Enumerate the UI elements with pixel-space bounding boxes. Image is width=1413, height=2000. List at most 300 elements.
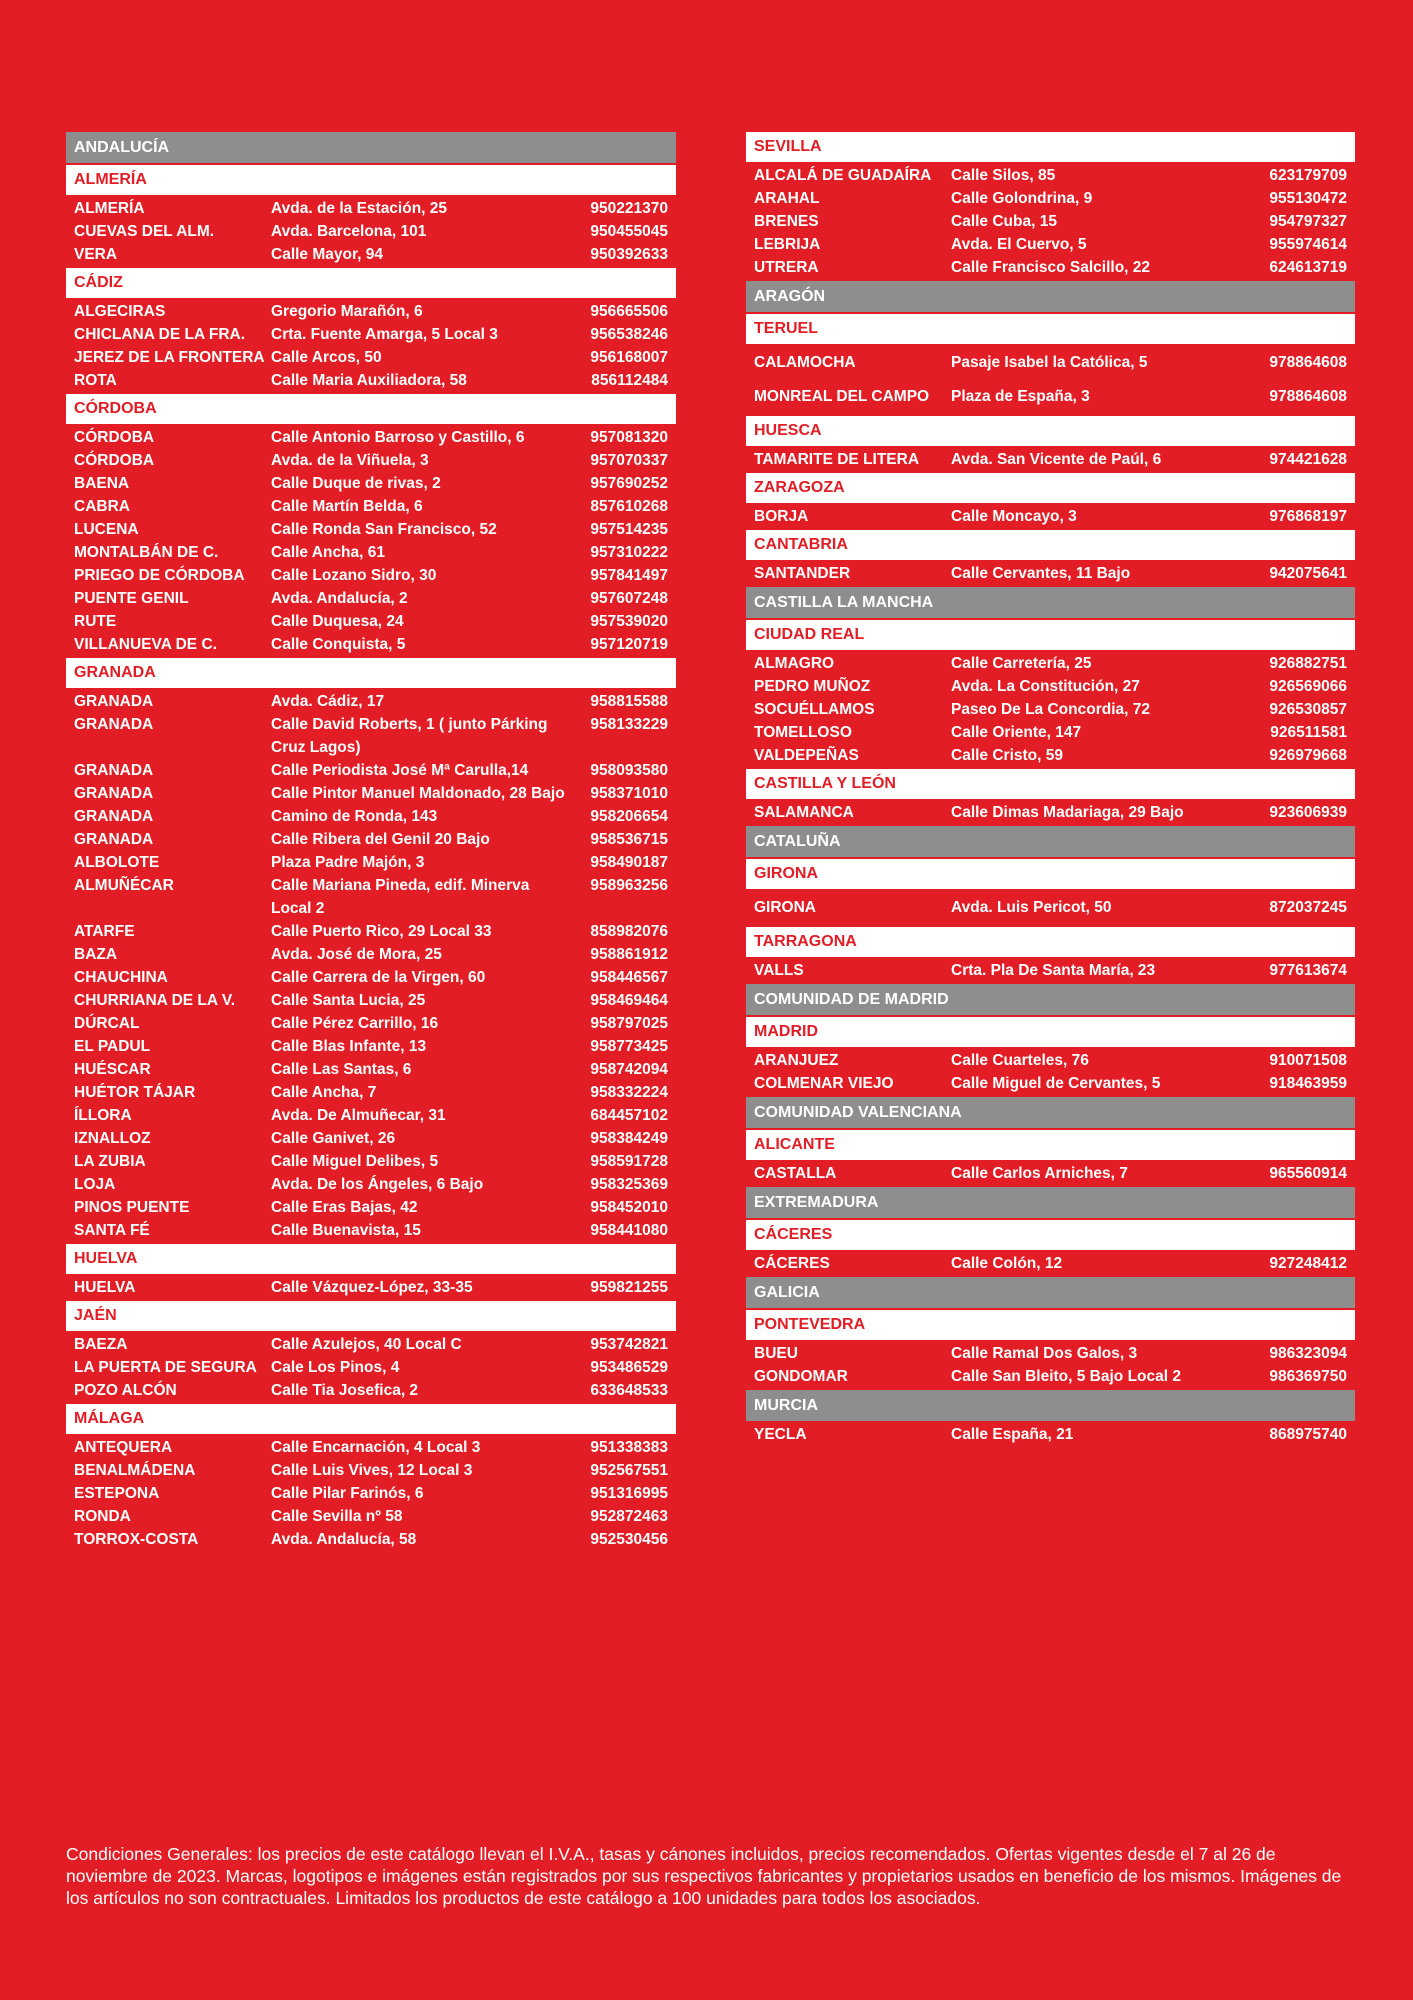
store-row — [66, 943, 676, 966]
store-phone: 951316995 — [590, 1485, 668, 1502]
store-phone: 958469464 — [590, 992, 668, 1009]
store-town: SANTA FÉ — [74, 1222, 150, 1239]
store-town: BORJA — [754, 508, 809, 525]
store-town: ATARFE — [74, 923, 135, 940]
store-town: CUEVAS DEL ALM. — [74, 223, 215, 240]
region-header-murcia: MURCIA — [746, 1390, 1355, 1421]
store-row — [66, 323, 676, 346]
store-row — [66, 1173, 676, 1196]
store-address: Calle Periodista José Mª Carulla,14 — [271, 762, 529, 779]
store-address: Avda. Barcelona, 101 — [271, 223, 427, 240]
store-row — [66, 1379, 676, 1402]
province-header-ciudad-real: CIUDAD REAL — [746, 620, 1355, 650]
store-row — [66, 966, 676, 989]
store-phone: 950455045 — [590, 223, 668, 240]
store-row — [66, 495, 676, 518]
store-phone: 952530456 — [590, 1531, 668, 1548]
store-address: Calle España, 21 — [951, 1426, 1074, 1443]
store-town: SALAMANCA — [754, 804, 854, 821]
store-row — [66, 1459, 676, 1482]
store-phone: 942075641 — [1269, 565, 1347, 582]
store-town: CHAUCHINA — [74, 969, 168, 986]
store-town: ALMUÑÉCAR — [74, 877, 174, 894]
store-phone: 957607248 — [590, 590, 668, 607]
store-row — [746, 256, 1355, 279]
store-town: ALGECIRAS — [74, 303, 166, 320]
province-header-jaen: JAÉN — [66, 1301, 676, 1331]
province-header-granada: GRANADA — [66, 658, 676, 688]
store-phone: 910071508 — [1269, 1052, 1347, 1069]
store-address: Avda. San Vicente de Paúl, 6 — [951, 451, 1162, 468]
store-town: JEREZ DE LA FRONTERA — [74, 349, 265, 366]
store-address: Calle Luis Vives, 12 Local 3 — [271, 1462, 473, 1479]
store-phone: 958490187 — [590, 854, 668, 871]
store-phone: 986369750 — [1269, 1368, 1347, 1385]
region-header-galicia: GALICIA — [746, 1277, 1355, 1308]
general-conditions-footer: Condiciones Generales: los precios de este catálogo llevan el I.V.A., tasas y cánones incluidos, precios recomendados. Ofertas vigentes desde el 7 al 26 de noviembre de 2023. Marcas, logotipos e imágenes están registrados por sus respectivos fabricantes y propietarios usados en beneficio de los mismos. Imágenes de los artículos no son contractuales. Limitados los productos de este catálogo a 100 unidades para todos los asociados. — [66, 1844, 1342, 1908]
store-town: GRANADA — [74, 762, 154, 779]
store-row — [746, 959, 1355, 982]
store-town: ALMERÍA — [74, 200, 145, 217]
region-header-extremadura: EXTREMADURA — [746, 1187, 1355, 1218]
store-address: Calle Carlos Arniches, 7 — [951, 1165, 1128, 1182]
store-town: PUENTE GENIL — [74, 590, 189, 607]
store-address: Calle Oriente, 147 — [951, 724, 1082, 741]
store-town: CABRA — [74, 498, 130, 515]
store-address: Calle Puerto Rico, 29 Local 33 — [271, 923, 492, 940]
store-address: Calle Francisco Salcillo, 22 — [951, 259, 1151, 276]
store-phone: 918463959 — [1269, 1075, 1347, 1092]
store-town: CHICLANA DE LA FRA. — [74, 326, 246, 343]
store-address: Calle Pérez Carrillo, 16 — [271, 1015, 439, 1032]
store-row — [746, 562, 1355, 585]
store-address: Pasaje Isabel la Católica, 5 — [951, 354, 1148, 371]
store-address: Calle San Bleito, 5 Bajo Local 2 — [951, 1368, 1181, 1385]
store-address: Calle Eras Bajas, 42 — [271, 1199, 418, 1216]
store-address: Avda. Cádiz, 17 — [271, 693, 385, 710]
store-town: VALLS — [754, 962, 804, 979]
store-row — [66, 1104, 676, 1127]
region-header-castilla-la-mancha: CASTILLA LA MANCHA — [746, 587, 1355, 618]
store-row — [746, 1162, 1355, 1185]
store-town: EL PADUL — [74, 1038, 151, 1055]
store-phone: 868975740 — [1269, 1426, 1347, 1443]
store-phone: 958332224 — [590, 1084, 668, 1101]
store-row — [66, 828, 676, 851]
store-row — [746, 233, 1355, 256]
store-town: LA ZUBIA — [74, 1153, 146, 1170]
store-address: Calle Moncayo, 3 — [951, 508, 1077, 525]
store-row — [746, 346, 1355, 380]
store-address: Calle Azulejos, 40 Local C — [271, 1336, 462, 1353]
store-row — [66, 472, 676, 495]
store-phone: 952567551 — [590, 1462, 668, 1479]
store-phone: 953486529 — [590, 1359, 668, 1376]
province-header-zaragoza: ZARAGOZA — [746, 473, 1355, 503]
store-row — [66, 610, 676, 633]
store-phone: 957514235 — [590, 521, 668, 538]
store-row — [66, 564, 676, 587]
store-row — [66, 1436, 676, 1459]
store-address: Calle Pilar Farinós, 6 — [271, 1485, 424, 1502]
store-row — [746, 744, 1355, 767]
store-address: Calle Ramal Dos Galos, 3 — [951, 1345, 1138, 1362]
store-town: ESTEPONA — [74, 1485, 160, 1502]
store-address: Calle Cuba, 15 — [951, 213, 1057, 230]
store-town: RONDA — [74, 1508, 131, 1525]
store-town: LOJA — [74, 1176, 116, 1193]
store-address: Calle Maria Auxiliadora, 58 — [271, 372, 467, 389]
store-row — [746, 1049, 1355, 1072]
store-phone: 872037245 — [1269, 899, 1347, 916]
store-address: Calle Conquista, 5 — [271, 636, 406, 653]
store-row — [746, 698, 1355, 721]
store-phone: 952872463 — [590, 1508, 668, 1525]
store-address: Calle Tia Josefica, 2 — [271, 1382, 419, 1399]
store-row — [66, 1333, 676, 1356]
store-town: CHURRIANA DE LA V. — [74, 992, 236, 1009]
store-row — [66, 713, 676, 759]
store-address: Cale Los Pinos, 4 — [271, 1359, 400, 1376]
store-phone: 955974614 — [1269, 236, 1347, 253]
store-phone: 956538246 — [590, 326, 668, 343]
store-phone: 958325369 — [590, 1176, 668, 1193]
store-address: Calle Mariana Pineda, edif. Minerva Local 2 — [271, 877, 530, 917]
store-row — [746, 801, 1355, 824]
store-address: Calle Santa Lucia, 25 — [271, 992, 426, 1009]
store-town: GONDOMAR — [754, 1368, 848, 1385]
store-town: GRANADA — [74, 785, 154, 802]
store-row — [746, 721, 1355, 744]
store-row — [746, 380, 1355, 414]
store-phone: 958536715 — [590, 831, 668, 848]
store-address: Calle Vázquez-López, 33-35 — [271, 1279, 473, 1296]
store-phone: 953742821 — [590, 1336, 668, 1353]
store-address: Plaza Padre Majón, 3 — [271, 854, 425, 871]
store-phone: 950392633 — [590, 246, 668, 263]
store-address: Calle Duquesa, 24 — [271, 613, 404, 630]
store-row — [66, 759, 676, 782]
store-town: TORROX-COSTA — [74, 1531, 199, 1548]
store-phone: 923606939 — [1269, 804, 1347, 821]
store-row — [66, 782, 676, 805]
store-row — [66, 1035, 676, 1058]
store-address: Avda. De los Ángeles, 6 Bajo — [271, 1176, 484, 1193]
store-address: Calle Ronda San Francisco, 52 — [271, 521, 497, 538]
region-header-aragon: ARAGÓN — [746, 281, 1355, 312]
store-row — [66, 1356, 676, 1379]
store-town: ARANJUEZ — [754, 1052, 839, 1069]
store-row — [66, 989, 676, 1012]
store-address: Paseo De La Concordia, 72 — [951, 701, 1150, 718]
store-phone: 958452010 — [590, 1199, 668, 1216]
store-town: SANTANDER — [754, 565, 851, 582]
store-town: HUÉSCAR — [74, 1061, 151, 1078]
province-header-sevilla: SEVILLA — [746, 132, 1355, 162]
store-row — [746, 1365, 1355, 1388]
store-address: Calle Cristo, 59 — [951, 747, 1063, 764]
store-address: Crta. Fuente Amarga, 5 Local 3 — [271, 326, 498, 343]
store-address: Avda. José de Mora, 25 — [271, 946, 442, 963]
store-town: BRENES — [754, 213, 819, 230]
store-row — [746, 652, 1355, 675]
province-header-girona: GIRONA — [746, 859, 1355, 889]
store-town: VILLANUEVA DE C. — [74, 636, 217, 653]
store-phone: 926530857 — [1269, 701, 1347, 718]
store-row — [746, 210, 1355, 233]
store-row — [66, 1058, 676, 1081]
store-phone: 624613719 — [1269, 259, 1347, 276]
store-row — [66, 851, 676, 874]
store-phone: 950221370 — [590, 200, 668, 217]
store-phone: 959821255 — [590, 1279, 668, 1296]
store-town: GRANADA — [74, 716, 154, 733]
store-phone: 958742094 — [590, 1061, 668, 1078]
store-row — [66, 243, 676, 266]
store-row — [746, 1342, 1355, 1365]
store-row — [66, 1012, 676, 1035]
store-row — [66, 197, 676, 220]
store-town: TAMARITE DE LITERA — [754, 451, 920, 468]
store-phone: 958963256 — [590, 877, 668, 894]
store-address: Calle Ribera del Genil 20 Bajo — [271, 831, 490, 848]
province-header-cantabria: CANTABRIA — [746, 530, 1355, 560]
store-town: ARAHAL — [754, 190, 820, 207]
store-address: Plaza de España, 3 — [951, 388, 1090, 405]
store-row — [66, 805, 676, 828]
store-phone: 958815588 — [590, 693, 668, 710]
store-row — [66, 1219, 676, 1242]
store-row — [746, 1072, 1355, 1095]
store-address: Calle Ganivet, 26 — [271, 1130, 396, 1147]
store-town: ROTA — [74, 372, 117, 389]
store-row — [66, 346, 676, 369]
store-town: LEBRIJA — [754, 236, 821, 253]
store-phone: 958133229 — [590, 716, 668, 733]
store-address: Calle Miguel de Cervantes, 5 — [951, 1075, 1161, 1092]
store-town: CÓRDOBA — [74, 429, 155, 446]
province-header-almeria: ALMERÍA — [66, 165, 676, 195]
store-phone: 958591728 — [590, 1153, 668, 1170]
store-phone: 954797327 — [1269, 213, 1347, 230]
store-phone: 926882751 — [1269, 655, 1347, 672]
province-header-tarragona: TARRAGONA — [746, 927, 1355, 957]
store-phone: 857610268 — [590, 498, 668, 515]
store-row — [66, 1127, 676, 1150]
store-row — [746, 187, 1355, 210]
store-phone: 955130472 — [1269, 190, 1347, 207]
store-town: BAZA — [74, 946, 118, 963]
store-address: Calle Antonio Barroso y Castillo, 6 — [271, 429, 525, 446]
store-phone: 956665506 — [590, 303, 668, 320]
store-address: Calle Sevilla nº 58 — [271, 1508, 403, 1525]
store-row — [66, 449, 676, 472]
store-phone: 958384249 — [590, 1130, 668, 1147]
store-phone: 957081320 — [590, 429, 668, 446]
store-row — [66, 1482, 676, 1505]
store-address: Calle Mayor, 94 — [271, 246, 384, 263]
store-row — [66, 1528, 676, 1551]
store-phone: 958861912 — [590, 946, 668, 963]
region-header-comunidad-valenciana: COMUNIDAD VALENCIANA — [746, 1097, 1355, 1128]
store-address: Calle Ancha, 61 — [271, 544, 386, 561]
store-town: GRANADA — [74, 693, 154, 710]
store-town: MONTALBÁN DE C. — [74, 544, 219, 561]
store-phone: 957539020 — [590, 613, 668, 630]
store-phone: 976868197 — [1269, 508, 1347, 525]
store-town: BAEZA — [74, 1336, 128, 1353]
store-row — [66, 300, 676, 323]
store-row — [746, 675, 1355, 698]
store-address: Avda. Andalucía, 2 — [271, 590, 408, 607]
store-town: IZNALLOZ — [74, 1130, 151, 1147]
store-phone: 957841497 — [590, 567, 668, 584]
store-town: LUCENA — [74, 521, 139, 538]
store-address: Calle Cervantes, 11 Bajo — [951, 565, 1131, 582]
store-row — [66, 1081, 676, 1104]
province-header-teruel: TERUEL — [746, 314, 1355, 344]
region-header-cataluna: CATALUÑA — [746, 826, 1355, 857]
store-town: COLMENAR VIEJO — [754, 1075, 894, 1092]
store-phone: 986323094 — [1269, 1345, 1347, 1362]
store-row — [66, 587, 676, 610]
store-row — [746, 1252, 1355, 1275]
store-address: Camino de Ronda, 143 — [271, 808, 438, 825]
store-town: BUEU — [754, 1345, 798, 1362]
store-town: VERA — [74, 246, 118, 263]
store-address: Calle Duque de rivas, 2 — [271, 475, 441, 492]
province-header-pontevedra: PONTEVEDRA — [746, 1310, 1355, 1340]
store-address: Calle Martín Belda, 6 — [271, 498, 423, 515]
province-header-huelva: HUELVA — [66, 1244, 676, 1274]
region-header-comunidad-de-madrid: COMUNIDAD DE MADRID — [746, 984, 1355, 1015]
store-phone: 958093580 — [590, 762, 668, 779]
store-phone: 977613674 — [1269, 962, 1347, 979]
store-row — [66, 220, 676, 243]
store-town: CASTALLA — [754, 1165, 837, 1182]
store-address: Calle Las Santas, 6 — [271, 1061, 412, 1078]
store-town: CALAMOCHA — [754, 354, 856, 371]
store-phone: 957120719 — [590, 636, 668, 653]
store-address: Avda. El Cuervo, 5 — [951, 236, 1087, 253]
store-address: Avda. De Almuñecar, 31 — [271, 1107, 446, 1124]
store-row — [66, 1196, 676, 1219]
province-header-alicante: ALICANTE — [746, 1130, 1355, 1160]
store-row — [66, 1276, 676, 1299]
store-phone: 957690252 — [590, 475, 668, 492]
store-address: Calle Cuarteles, 76 — [951, 1052, 1089, 1069]
store-row — [66, 1505, 676, 1528]
store-address: Calle Dimas Madariaga, 29 Bajo — [951, 804, 1184, 821]
store-phone: 958371010 — [590, 785, 668, 802]
store-address: Calle David Roberts, 1 ( junto Párking Cruz Lagos) — [271, 716, 548, 756]
store-town: PRIEGO DE CÓRDOBA — [74, 567, 245, 584]
store-town: CÁCERES — [754, 1255, 830, 1272]
store-address: Avda. La Constitución, 27 — [951, 678, 1140, 695]
store-list-left-column — [66, 130, 676, 1551]
store-address: Avda. de la Viñuela, 3 — [271, 452, 429, 469]
store-address: Gregorio Marañón, 6 — [271, 303, 423, 320]
store-phone: 926979668 — [1269, 747, 1347, 764]
store-phone: 958441080 — [590, 1222, 668, 1239]
store-town: SOCUÉLLAMOS — [754, 701, 875, 718]
store-town: PINOS PUENTE — [74, 1199, 190, 1216]
region-header-andalucia: ANDALUCÍA — [66, 132, 676, 163]
store-town: GIRONA — [754, 899, 816, 916]
store-town: GRANADA — [74, 831, 154, 848]
store-address: Calle Silos, 85 — [951, 167, 1056, 184]
store-row — [66, 920, 676, 943]
store-town: ALMAGRO — [754, 655, 835, 672]
store-phone: 957310222 — [590, 544, 668, 561]
store-town: CÓRDOBA — [74, 452, 155, 469]
store-address: Avda. Andalucía, 58 — [271, 1531, 417, 1548]
store-row — [66, 541, 676, 564]
store-address: Calle Blas Infante, 13 — [271, 1038, 427, 1055]
store-row — [66, 633, 676, 656]
store-town: MONREAL DEL CAMPO — [754, 388, 930, 405]
store-address: Calle Arcos, 50 — [271, 349, 382, 366]
store-address: Avda. Luis Pericot, 50 — [951, 899, 1112, 916]
store-address: Calle Golondrina, 9 — [951, 190, 1093, 207]
store-town: HUELVA — [74, 1279, 136, 1296]
store-row — [746, 891, 1355, 925]
store-address: Calle Encarnación, 4 Local 3 — [271, 1439, 481, 1456]
store-phone: 958773425 — [590, 1038, 668, 1055]
store-row — [66, 1150, 676, 1173]
store-phone: 958446567 — [590, 969, 668, 986]
store-row — [746, 164, 1355, 187]
store-town: POZO ALCÓN — [74, 1382, 177, 1399]
store-phone: 958797025 — [590, 1015, 668, 1032]
province-header-cordoba: CÓRDOBA — [66, 394, 676, 424]
store-phone: 957070337 — [590, 452, 668, 469]
store-town: BAENA — [74, 475, 130, 492]
store-town: ALCALÁ DE GUADAÍRA — [754, 167, 932, 184]
store-row — [746, 1423, 1355, 1446]
store-phone: 927248412 — [1269, 1255, 1347, 1272]
store-row — [66, 426, 676, 449]
store-address: Crta. Pla De Santa María, 23 — [951, 962, 1156, 979]
store-phone: 684457102 — [590, 1107, 668, 1124]
store-town: ÍLLORA — [74, 1107, 132, 1124]
store-address: Calle Ancha, 7 — [271, 1084, 377, 1101]
store-phone: 956168007 — [590, 349, 668, 366]
store-address: Avda. de la Estación, 25 — [271, 200, 448, 217]
province-header-caceres: CÁCERES — [746, 1220, 1355, 1250]
store-phone: 974421628 — [1269, 451, 1347, 468]
store-phone: 856112484 — [591, 372, 668, 389]
store-phone: 951338383 — [590, 1439, 668, 1456]
store-town: ALBOLOTE — [74, 854, 160, 871]
store-phone: 978864608 — [1269, 354, 1347, 371]
store-row — [746, 448, 1355, 471]
province-header-cadiz: CÁDIZ — [66, 268, 676, 298]
store-town: HUÉTOR TÁJAR — [74, 1084, 196, 1101]
province-header-castilla-y-leon: CASTILLA Y LEÓN — [746, 769, 1355, 799]
store-phone: 978864608 — [1269, 388, 1347, 405]
store-row — [66, 369, 676, 392]
store-row — [746, 505, 1355, 528]
store-phone: 958206654 — [590, 808, 668, 825]
store-list-right-column — [746, 130, 1355, 1446]
store-phone: 965560914 — [1269, 1165, 1347, 1182]
store-row — [66, 874, 676, 920]
store-phone: 926569066 — [1269, 678, 1347, 695]
store-address: Calle Carrera de la Virgen, 60 — [271, 969, 486, 986]
store-phone: 858982076 — [590, 923, 668, 940]
store-town: LA PUERTA DE SEGURA — [74, 1359, 257, 1376]
